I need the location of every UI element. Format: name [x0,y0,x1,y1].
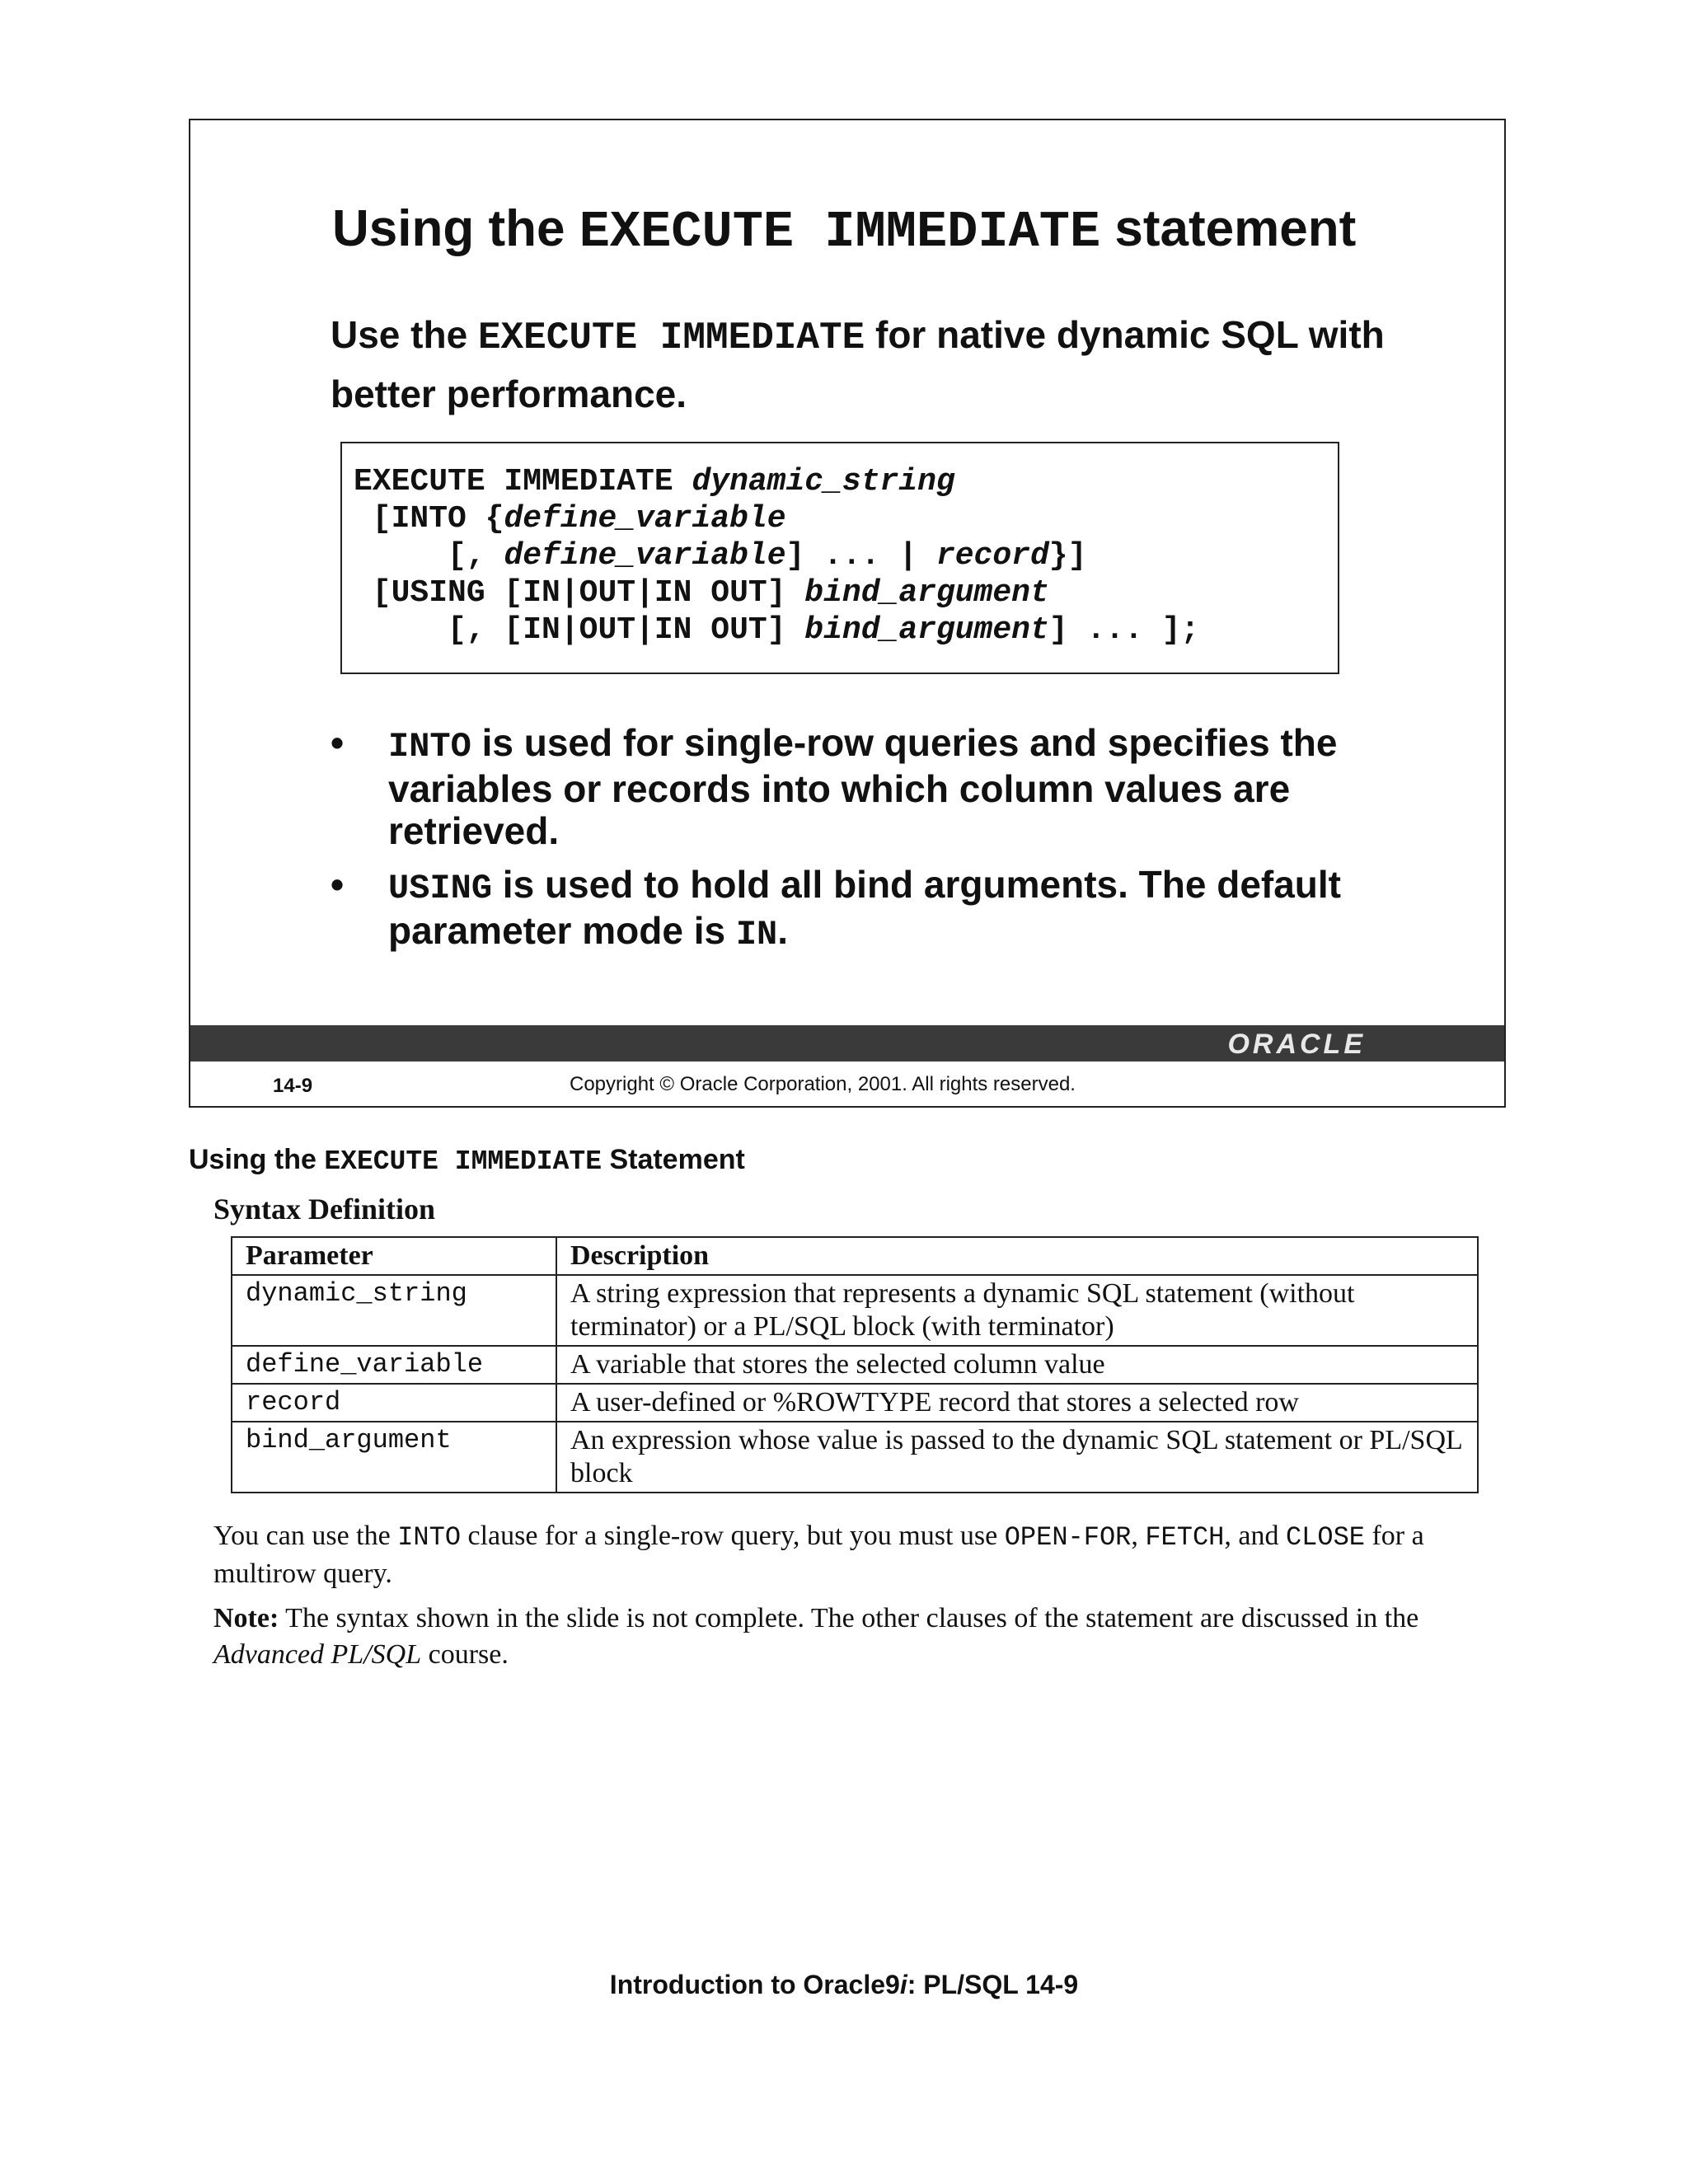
para-code: FETCH [1145,1522,1225,1553]
code-keyword: [, [354,538,504,574]
code-keyword: [, [IN|OUT|IN OUT] [354,612,805,648]
notes-heading-tail: Statement [602,1144,745,1175]
notes-heading [189,1144,745,1177]
code-placeholder: define_variable [504,501,786,537]
para-text: , and [1224,1521,1286,1551]
oracle-bar [190,1025,1504,1062]
para-text: course. [421,1639,509,1670]
code-line-4 [354,574,1326,612]
code-line-3 [354,537,1326,574]
footer-text: Introduction to Oracle9 [609,1970,900,1999]
slide-title-tail: statement [1100,200,1357,257]
code-keyword: EXECUTE IMMEDIATE [354,464,692,499]
code-placeholder: dynamic_string [692,464,955,499]
bullet-dot-icon: • [331,721,345,764]
notes-paragraph-into [213,1518,1499,1592]
table-cell-desc: A user-defined or %ROWTYPE record that stores a selected row [556,1384,1478,1422]
slide-title-code: EXECUTE IMMEDIATE [579,203,1101,261]
slide-bullets [331,722,1402,968]
code-line-1 [354,463,1326,500]
code-keyword: [USING [IN|OUT|IN OUT] [354,575,805,611]
code-keyword: ] ... ]; [1048,612,1200,648]
page-footer [0,1970,1688,2000]
table-cell-param: record [232,1384,556,1422]
note-label: Note: [213,1603,279,1633]
slide-number: 14-9 [273,1075,313,1097]
table-cell-desc: A variable that stores the selected column value [556,1346,1478,1384]
para-text: You can use the [213,1521,398,1551]
table-header-parameter: Parameter [232,1237,556,1275]
table-cell-param: dynamic_string [232,1275,556,1346]
oracle-logo: ORACLE [1227,1029,1366,1060]
bullet-code: USING [388,869,493,908]
table-row [232,1346,1478,1384]
table-header-row [232,1237,1478,1275]
notes-heading-text: Using the [189,1144,325,1175]
code-line-2 [354,500,1326,537]
table-cell-param: bind_argument [232,1422,556,1493]
code-placeholder: bind_argument [804,575,1049,611]
table-cell-desc: A string expression that represents a dynamic SQL statement (without terminator) or a PL/SQL block (with terminator) [556,1275,1478,1346]
bullet-into [331,722,1402,852]
footer-tail: : PL/SQL 14-9 [907,1970,1079,1999]
bullet-dot-icon: • [331,863,345,906]
syntax-definition-heading: Syntax Definition [213,1193,436,1226]
code-line-5 [354,612,1326,649]
para-text: for a multirow query. [213,1521,1424,1589]
slide [189,119,1506,1108]
slide-title-text: Using the [332,200,579,257]
bullet-text: is used for single-row queries and specifies the variables or records into which column values are retrieved. [388,721,1338,852]
para-text: clause for a single-row query, but you must use [461,1521,1005,1551]
table-row [232,1275,1478,1346]
code-keyword: ] ... | [785,538,936,574]
slide-footer [190,1062,1504,1108]
para-text: , [1131,1521,1146,1551]
footer-italic: i [899,1970,907,1999]
table-row [232,1384,1478,1422]
slide-subtitle [331,307,1402,422]
para-text: The syntax shown in the slide is not complete. The other clauses of the statement are discussed in the [279,1603,1419,1633]
syntax-code-box [340,442,1339,674]
slide-copyright: Copyright © Oracle Corporation, 2001. All rights reserved. [570,1073,1076,1095]
slide-title [332,199,1356,261]
code-keyword: [INTO { [354,501,504,537]
slide-subtitle-tail: for native dynamic SQL with better performance. [331,313,1385,415]
para-code: CLOSE [1285,1522,1365,1553]
code-keyword: }] [1048,538,1087,574]
bullet-code: INTO [388,727,471,766]
notes-paragraph-note [213,1601,1499,1673]
code-placeholder: bind_argument [804,612,1049,648]
table-cell-param: define_variable [232,1346,556,1384]
para-code: OPEN-FOR [1004,1522,1132,1553]
para-code: INTO [397,1522,462,1553]
notes-heading-code: EXECUTE IMMEDIATE [324,1146,602,1177]
table-header-description: Description [556,1237,1478,1275]
slide-subtitle-code: EXECUTE IMMEDIATE [477,316,865,359]
bullet-using [331,864,1402,956]
bullet-text: . [777,909,789,952]
bullet-text: is used to hold all bind arguments. The default parameter mode is [388,863,1341,952]
code-placeholder: define_variable [504,538,786,574]
para-italic: Advanced PL/SQL [213,1639,422,1670]
table-row [232,1422,1478,1493]
parameter-table [231,1236,1479,1493]
code-placeholder: record [935,538,1049,574]
table-cell-desc: An expression whose value is passed to the dynamic SQL statement or PL/SQL block [556,1422,1478,1493]
slide-subtitle-text: Use the [331,313,478,356]
bullet-code: IN [735,915,778,954]
